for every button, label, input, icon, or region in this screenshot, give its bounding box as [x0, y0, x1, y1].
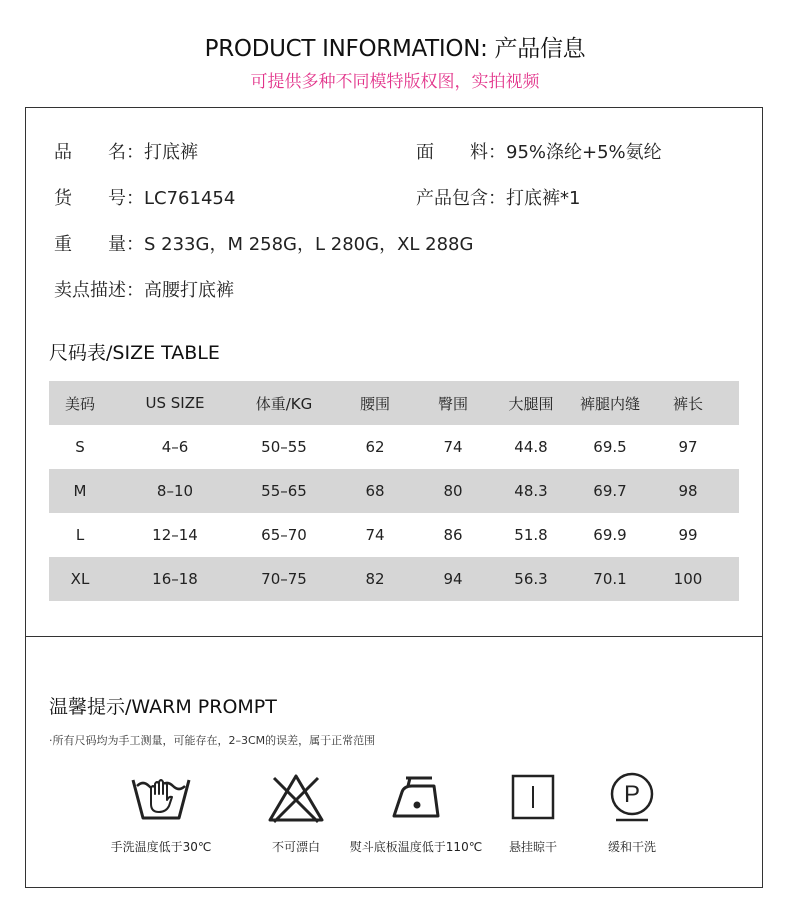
table-cell: 69.5 [593, 438, 627, 456]
table-cell: 70–75 [261, 570, 307, 588]
page-title: PRODUCT INFORMATION: 产品信息 [204, 36, 586, 62]
info-name [54, 138, 198, 164]
care-label: 不可漂白 [271, 840, 320, 854]
size-table-header-cell: 体重/KG [255, 394, 313, 413]
info-name-label: 品 名： [54, 142, 144, 163]
info-weight-value: S 233G，M 258G，L 280G，XL 288G [144, 234, 474, 255]
table-row [49, 469, 739, 513]
care-item-gentle-dry-clean [562, 770, 702, 855]
table-cell: 65–70 [261, 526, 307, 544]
size-table-header [49, 381, 739, 425]
dry-clean-glyph: P [623, 781, 641, 808]
table-row [49, 557, 739, 601]
table-cell: 55–65 [261, 482, 307, 500]
table-cell: 51.8 [514, 526, 548, 544]
care-item-no-bleach [226, 770, 366, 855]
size-table-header-cell: 裤腿内缝 [579, 394, 640, 413]
table-row [49, 425, 739, 469]
table-cell: 94 [443, 570, 463, 588]
table-cell: 12–14 [152, 526, 198, 544]
info-selling [54, 276, 234, 302]
info-selling-label: 卖点描述： [54, 280, 144, 301]
table-cell: 70.1 [593, 570, 627, 588]
no-bleach-icon [264, 770, 328, 826]
iron-low-icon [384, 770, 448, 826]
table-cell: 98 [678, 482, 698, 500]
table-cell: 80 [443, 482, 463, 500]
info-package-value: 打底裤*1 [506, 188, 581, 209]
hang-dry-icon [501, 770, 565, 826]
measurement-note: ·所有尺码均为手工测量，可能存在，2–3CM的误差，属于正常范围 [49, 734, 376, 747]
info-package-label: 产品包含： [416, 188, 506, 209]
table-cell: 62 [365, 438, 385, 456]
info-package [416, 184, 580, 210]
info-sku-value: LC761454 [144, 188, 236, 209]
info-fabric-value: 95%涤纶+5%氨纶 [506, 142, 662, 163]
info-fabric-label: 面 料： [416, 142, 506, 163]
table-cell: 74 [443, 438, 463, 456]
care-label: 悬挂晾干 [508, 840, 557, 854]
table-cell: 100 [673, 570, 703, 588]
info-sku [54, 184, 235, 210]
warm-prompt-title: 温馨提示/WARM PROMPT [49, 696, 277, 718]
table-cell: 97 [678, 438, 698, 456]
table-row [49, 513, 739, 557]
table-cell: 82 [365, 570, 385, 588]
table-cell: 44.8 [514, 438, 548, 456]
info-weight [54, 230, 473, 256]
size-table-header-cell: US SIZE [145, 394, 205, 412]
size-table-header-cell: 腰围 [359, 394, 390, 413]
table-cell: XL [70, 570, 90, 588]
info-fabric [416, 138, 662, 164]
page-subtitle: 可提供多种不同模特版权图，实拍视频 [250, 72, 540, 92]
hand-wash-icon [129, 770, 193, 826]
table-cell: 8–10 [156, 482, 194, 500]
table-cell: 69.9 [593, 526, 627, 544]
table-cell: L [75, 526, 85, 544]
table-cell: 86 [443, 526, 463, 544]
size-table-header-cell: 裤长 [672, 394, 703, 413]
size-table-header-cell: 美码 [64, 394, 95, 413]
gentle-dry-clean-icon [600, 770, 664, 826]
table-cell: S [75, 438, 85, 456]
table-cell: 56.3 [514, 570, 548, 588]
table-cell: 69.7 [593, 482, 627, 500]
care-label: 缓和干洗 [607, 840, 656, 854]
table-cell: 68 [365, 482, 385, 500]
info-weight-label: 重 量： [54, 234, 144, 255]
info-selling-value: 高腰打底裤 [144, 280, 234, 301]
care-label: 手洗温度低于30℃ [110, 840, 212, 854]
table-cell: 50–55 [261, 438, 307, 456]
size-table-header-cell: 臀围 [437, 394, 468, 413]
info-name-value: 打底裤 [144, 142, 198, 163]
table-cell: 16–18 [152, 570, 198, 588]
table-cell: 4–6 [161, 438, 189, 456]
info-sku-label: 货 号： [54, 188, 144, 209]
care-label: 熨斗底板温度低于110℃ [349, 840, 483, 854]
care-item-hand-wash [91, 770, 231, 855]
size-table-title: 尺码表/SIZE TABLE [49, 342, 220, 364]
size-table-header-cell: 大腿围 [508, 394, 554, 413]
table-cell: 48.3 [514, 482, 548, 500]
table-cell: 99 [678, 526, 698, 544]
table-cell: 74 [365, 526, 385, 544]
size-table [49, 381, 739, 601]
table-cell: M [73, 482, 87, 500]
